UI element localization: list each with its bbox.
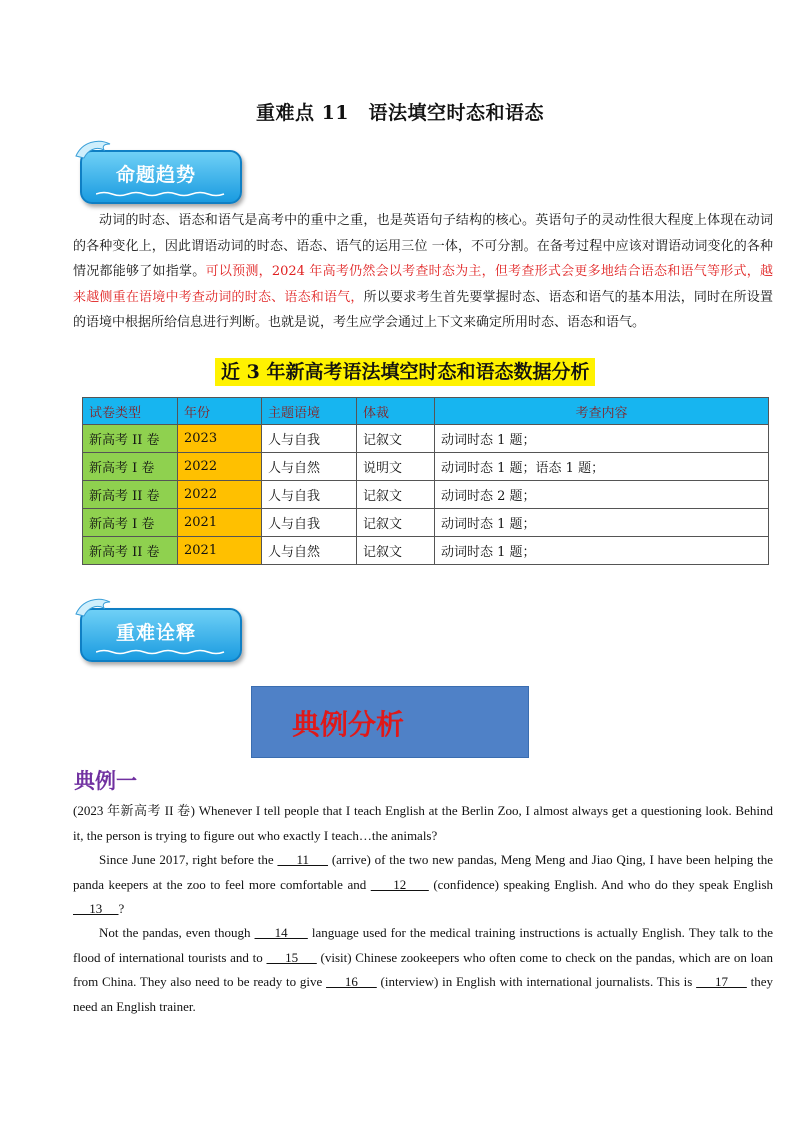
passage-text: (interview) in English with international journalists. This is — [376, 974, 697, 989]
table-row — [83, 425, 769, 453]
table-cell: 新高考 II 卷 — [83, 425, 178, 453]
table-row — [83, 453, 769, 481]
table-cell: 记叙文 — [357, 509, 435, 537]
table-row — [83, 481, 769, 509]
passage-text: language used for the medical training instructions is actually English. They talk to the flood of international tourists and to — [73, 925, 773, 965]
blank-11: 11 — [277, 852, 329, 867]
table-header: 试卷类型 — [83, 398, 178, 425]
intro-text-2: 所以要求考生首先要掌握时态、语态和语气的基本用法，同时在所设置的语境中根据所给信息进行判断。也就是说，考生应学会通过上下文来确定所用时态、语态和语气。 — [73, 289, 773, 330]
table-row — [83, 509, 769, 537]
passage-text: Since June 2017, right before the — [99, 852, 278, 867]
table-row — [83, 537, 769, 565]
table-cell: 动词时态 1 题； — [435, 537, 769, 565]
blank-14: 14 — [254, 925, 308, 940]
dolphin-icon — [74, 594, 114, 620]
passage-text: (arrive) of the two new pandas, Meng Meng and Jiao Qing, I have been helping the panda keepers at the zoo to feel more comfortable and — [73, 852, 773, 892]
badge-explain — [80, 608, 242, 662]
table-cell: 新高考 II 卷 — [83, 537, 178, 565]
table-cell: 记叙文 — [357, 425, 435, 453]
table-cell: 说明文 — [357, 453, 435, 481]
table-cell: 人与自然 — [262, 537, 357, 565]
table-cell: 人与自然 — [262, 453, 357, 481]
intro-paragraph — [73, 208, 773, 336]
table-cell: 2021 — [178, 509, 262, 537]
table-cell: 2021 — [178, 537, 262, 565]
table-header: 主题语境 — [262, 398, 357, 425]
passage-text: (confidence) speaking English. And who do they speak English — [428, 876, 774, 892]
table-cell: 记叙文 — [357, 537, 435, 565]
table-cell: 2023 — [178, 425, 262, 453]
passage-paragraph-3 — [73, 921, 773, 1019]
badge-trend — [80, 150, 242, 204]
passage-text: they need an English trainer. — [73, 974, 774, 1014]
table-cell: 动词时态 2 题； — [435, 481, 769, 509]
table-cell: 记叙文 — [357, 481, 435, 509]
intro-text-1: 动词的时态、语态和语气是高考中的重中之重，也是英语句子结构的核心。英语句子的灵动性很大程度上体现在动词的各种变化上，因此谓语动词的时态、语态、语气的运用三位 一体，不可分割。在备考过程中应该对谓语动词变化的各种情况都能够了如指掌。 — [73, 213, 773, 279]
blank-16: 16 — [326, 974, 377, 989]
table-cell: 新高考 I 卷 — [83, 509, 178, 537]
table-header: 考查内容 — [435, 398, 769, 425]
table-cell: 人与自我 — [262, 509, 357, 537]
blank-17: 17 — [696, 974, 747, 989]
section-banner — [251, 686, 529, 758]
passage-text: ? — [118, 901, 125, 916]
page-title: 重难点 11 语法填空时态和语态 — [255, 102, 545, 124]
badge-explain-label: 重难诠释 — [116, 622, 197, 644]
table-cell: 动词时态 1 题； — [435, 425, 769, 453]
blank-15: 15 — [266, 949, 317, 965]
passage-paragraph-2 — [73, 848, 773, 922]
table-cell: 动词时态 1 题；语态 1 题； — [435, 453, 769, 481]
data-table — [82, 397, 769, 565]
wave-decoration — [96, 191, 226, 197]
table-title: 近 3 年新高考语法填空时态和语态数据分析 — [215, 358, 595, 386]
section-banner-label: 典例分析 — [292, 708, 405, 741]
badge-trend-label: 命题趋势 — [116, 164, 197, 186]
passage-paragraph-1: (2023 年新高考 II 卷) Whenever I tell people that I teach English at the Berlin Zoo, I almost always get a questioning look. Behind it, the person is trying to figure out who exactly I teach…the animals? — [73, 803, 773, 843]
table-cell: 2022 — [178, 481, 262, 509]
example-heading: 典例一 — [74, 769, 137, 793]
table-cell: 新高考 I 卷 — [83, 453, 178, 481]
table-header-row — [83, 398, 769, 425]
passage-text: Not the pandas, even though — [99, 925, 255, 940]
table-header: 体裁 — [357, 398, 435, 425]
intro-text-red: 可以预测，2024 年高考仍然会以考查时态为主，但考查形式会更多地结合语态和语气等形式，越来越侧重在语境中考查动词的时态、语态和语气， — [73, 264, 773, 305]
table-cell: 2022 — [178, 453, 262, 481]
table-cell: 动词时态 1 题； — [435, 509, 769, 537]
passage-text: (visit) Chinese zookeepers who often come to check on the pandas, which are on loan from China. They also need to be ready to give — [73, 949, 774, 989]
wave-decoration — [96, 649, 226, 655]
table-cell: 新高考 II 卷 — [83, 481, 178, 509]
table-header: 年份 — [178, 398, 262, 425]
table-cell: 人与自我 — [262, 481, 357, 509]
blank-12: 12 — [370, 876, 429, 892]
dolphin-icon — [74, 136, 114, 162]
table-cell: 人与自我 — [262, 425, 357, 453]
blank-13: 13 — [73, 901, 119, 916]
